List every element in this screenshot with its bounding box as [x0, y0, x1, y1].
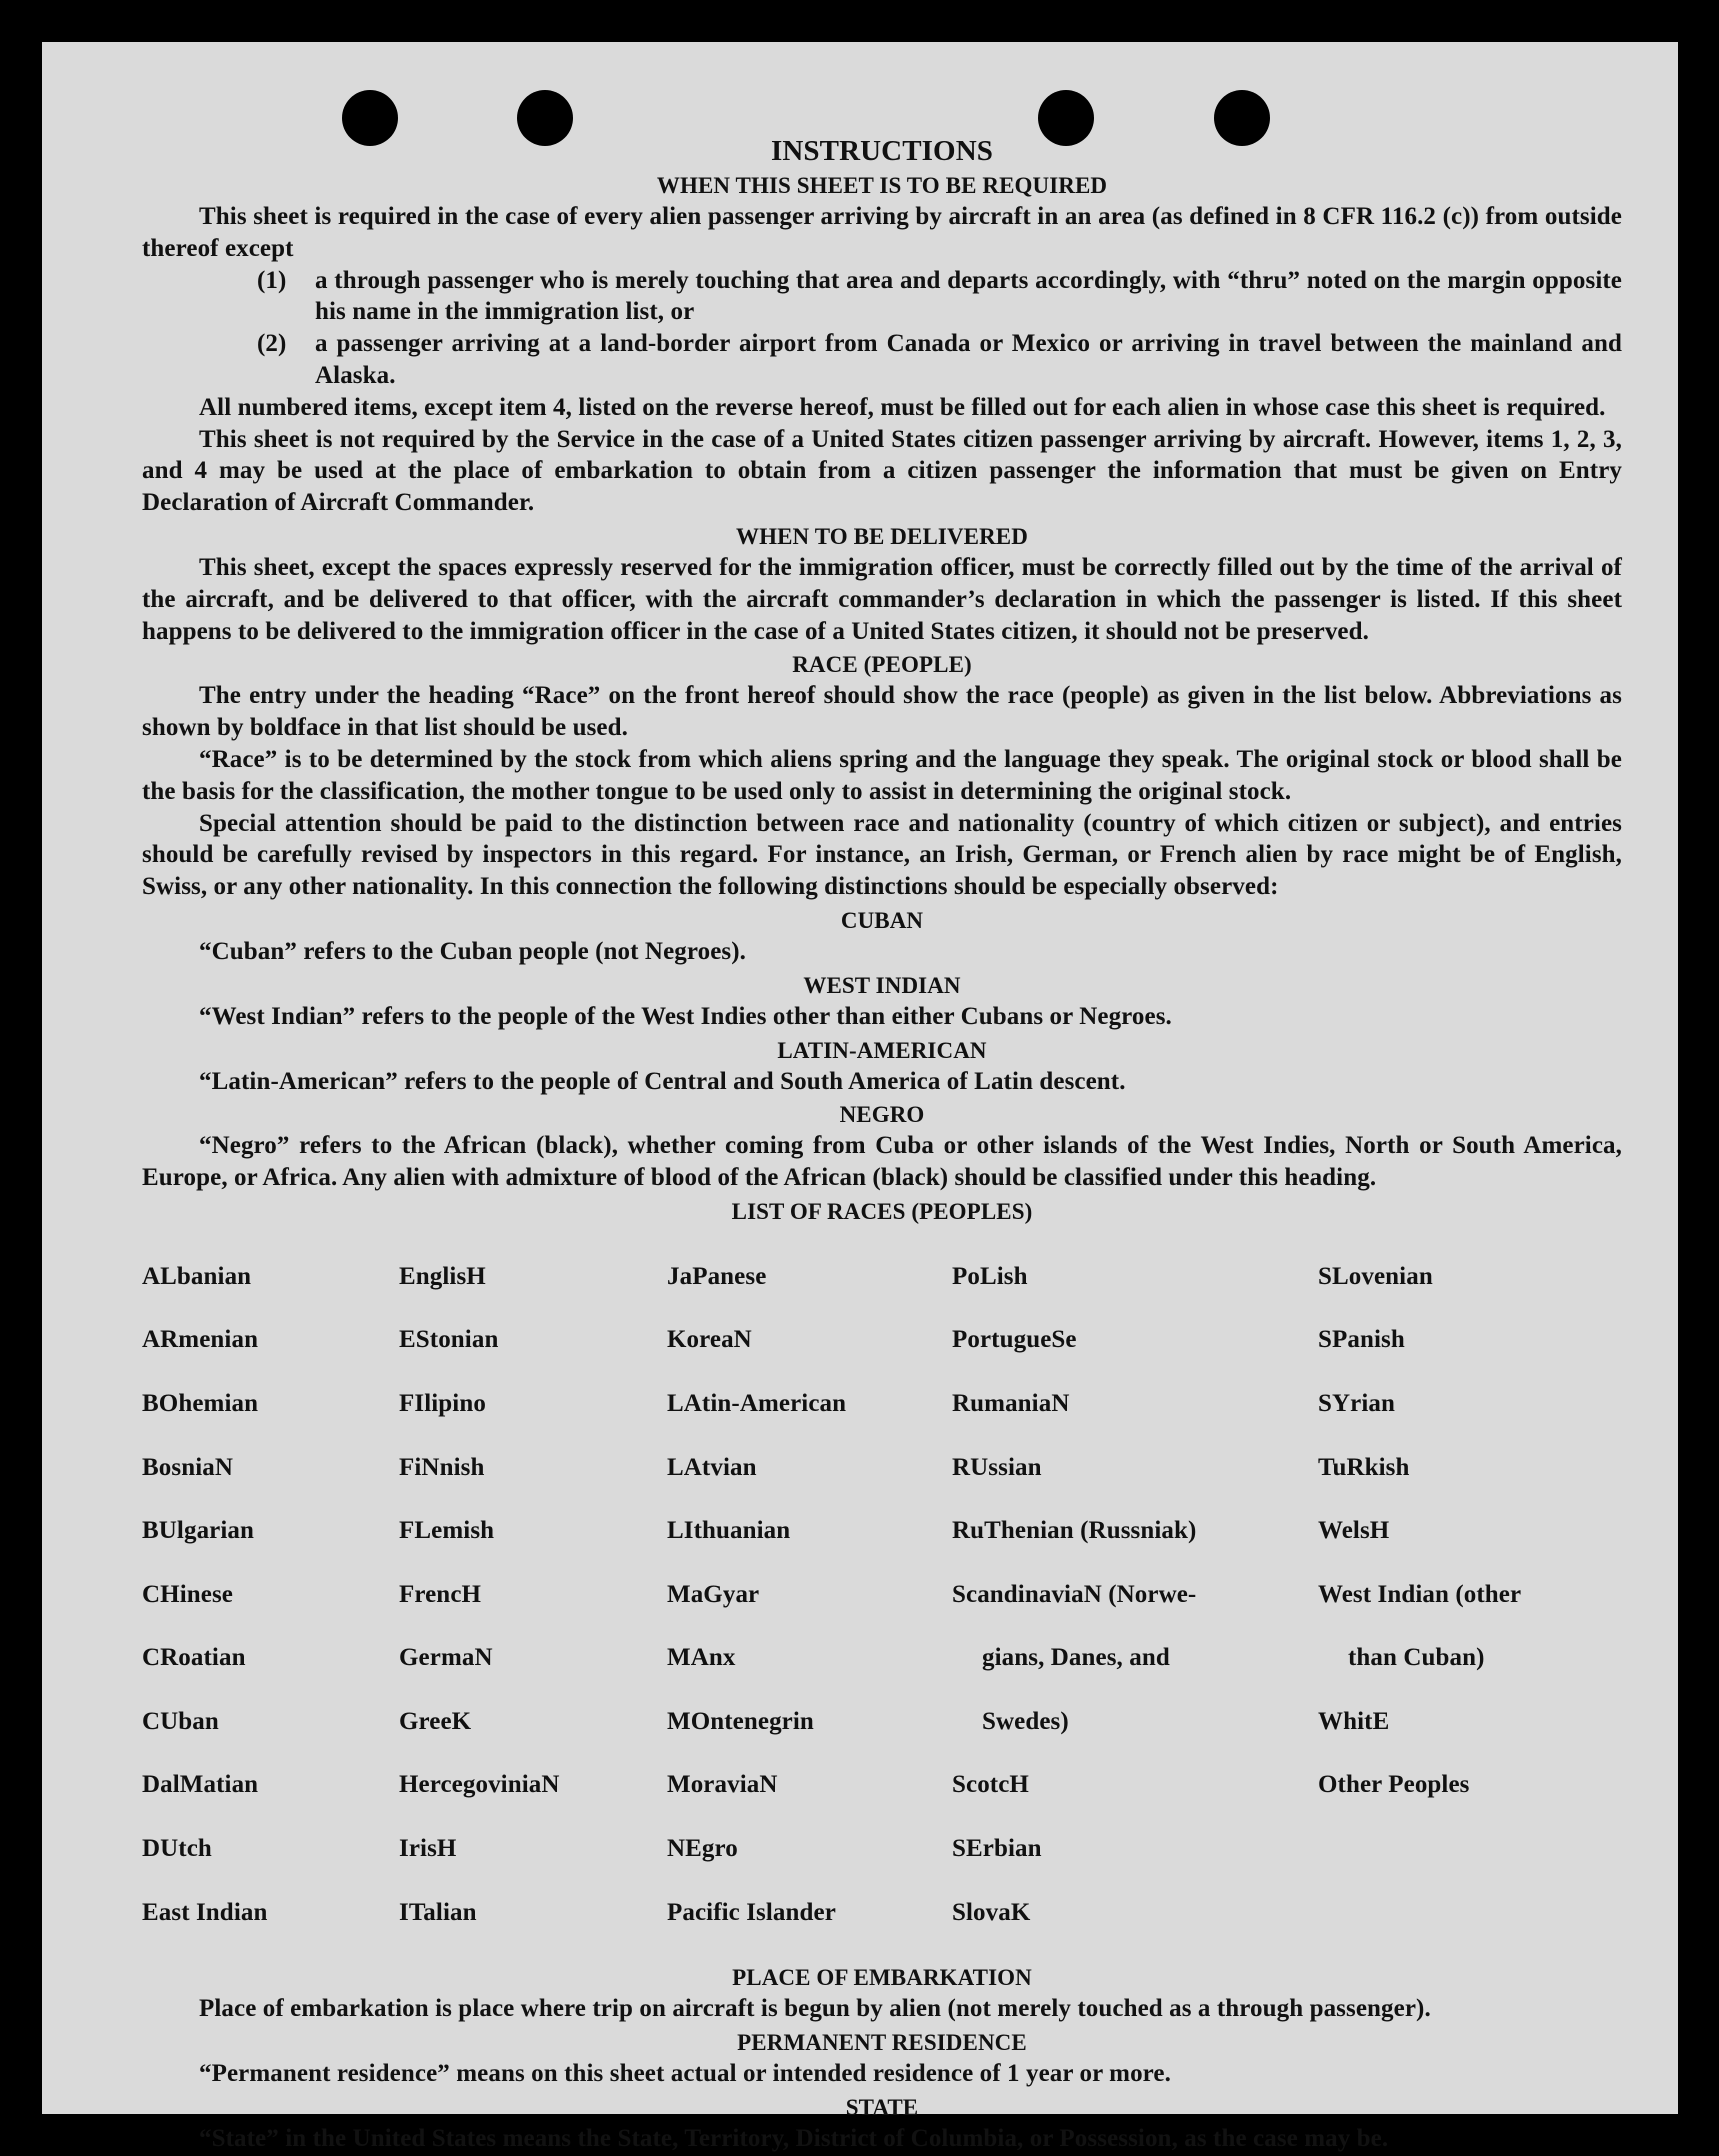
list-item — [142, 265, 1622, 329]
race-entry: BUlgarian — [142, 1517, 255, 1545]
heading-list-of-races: LIST OF RACES (PEOPLES) — [731, 1198, 1033, 1224]
heading-west-indian: WEST INDIAN — [803, 972, 961, 998]
race-entry: PortugueSe — [952, 1326, 1077, 1354]
races-column-3 — [667, 1229, 952, 1960]
race-entry: BosniaN — [142, 1453, 234, 1481]
paragraph: All numbered items, except item 4, listed on the reverse hereof, must be filled out for each alien in whose case this sheet is required. — [199, 393, 1606, 421]
race-entry: SPanish — [1318, 1326, 1405, 1354]
race-entry: East Indian — [142, 1898, 268, 1926]
heading-required: WHEN THIS SHEET IS TO BE REQUIRED — [656, 173, 1108, 198]
heading-embarkation: PLACE OF EMBARKATION — [732, 1965, 1032, 1991]
paragraph: “Negro” refers to the African (black), whether coming from Cuba or other islands of the West Indies, North or South America, Europe, or Africa. Any alien with admixture of blood of the African (black) should be classified under this heading. — [142, 1132, 1622, 1192]
race-entry: West Indian (other — [1318, 1580, 1522, 1608]
paragraph: This sheet is required in the case of every alien passenger arriving by aircraft in an area (as defined in 8 CFR 116.2 (c)) from outside thereof except — [142, 203, 1622, 262]
race-entry: SYrian — [1318, 1389, 1396, 1417]
item-text: a through passenger who is merely touching that area and departs accordingly, with “thru” noted on the margin opposite his name in the immigration list, or — [315, 266, 1622, 326]
race-entry: ITalian — [399, 1898, 477, 1926]
race-entry: DUtch — [142, 1835, 212, 1863]
document-sheet — [42, 42, 1678, 2152]
race-entry: SlovaK — [952, 1898, 1031, 1926]
race-entry: EStonian — [399, 1326, 499, 1354]
races-column-1 — [142, 1229, 399, 1960]
races-column-4 — [952, 1229, 1318, 1960]
race-entry: MaGyar — [667, 1580, 760, 1608]
heading-state: STATE — [845, 2094, 919, 2120]
race-entry: LIthuanian — [667, 1517, 791, 1545]
race-entry: ARmenian — [142, 1326, 259, 1354]
race-entry: CUban — [142, 1707, 219, 1735]
race-entry: CHinese — [142, 1580, 233, 1608]
race-entry: Other Peoples — [1318, 1771, 1470, 1799]
race-entry: BOhemian — [142, 1389, 259, 1417]
race-entry: GermaN — [399, 1644, 493, 1672]
heading-race: RACE (PEOPLE) — [792, 652, 972, 678]
race-entry: NEgro — [667, 1835, 738, 1863]
race-entry: WhitE — [1318, 1707, 1390, 1735]
race-entry: FrencH — [399, 1580, 482, 1608]
race-entry: MoraviaN — [667, 1771, 778, 1799]
paragraph: “Permanent residence” means on this sheet actual or intended residence of 1 year or more. — [199, 2060, 1171, 2088]
item-text: a passenger arriving at a land-border airport from Canada or Mexico or arriving in travel between the mainland and Alaska. — [315, 330, 1622, 389]
race-entry: WelsH — [1318, 1517, 1390, 1545]
race-entry: Swedes) — [982, 1707, 1069, 1735]
race-entry: TuRkish — [1318, 1453, 1410, 1481]
paragraph: The entry under the heading “Race” on the front hereof should show the race (people) as given in the list below. Abbreviations as shown by boldface in that list should be used. — [142, 682, 1622, 742]
race-entry: LAtin-American — [667, 1389, 847, 1417]
paragraph: This sheet, except the spaces expressly reserved for the immigration officer, must be correctly filled out by the time of the arrival of the aircraft, and be delivered to that officer, with the aircraft commander’s declaration in which the passenger is listed. If this sheet happens to be delivered to the immigration officer in the case of a United States citizen, it should not be preserved. — [142, 553, 1622, 645]
race-entry: ALbanian — [142, 1262, 252, 1290]
race-entry: GreeK — [399, 1707, 472, 1735]
race-entry: FIlipino — [399, 1389, 486, 1417]
paragraph: Place of embarkation is place where trip on aircraft is begun by alien (not merely touched as a through passenger). — [199, 1995, 1431, 2023]
race-entry: SLovenian — [1318, 1262, 1433, 1290]
paragraph: “Cuban” refers to the Cuban people (not Negroes). — [199, 937, 747, 965]
race-entry: PoLish — [952, 1262, 1028, 1290]
race-entry: LAtvian — [667, 1453, 757, 1481]
paragraph: “Race” is to be determined by the stock from which aliens spring and the language they speak. The original stock or blood shall be the basis for the classification, the mother tongue to be used only to assist in determining the original stock. — [142, 745, 1622, 805]
race-entry: IrisH — [399, 1835, 457, 1863]
races-list — [142, 1229, 1622, 1960]
race-entry: gians, Danes, and — [982, 1644, 1170, 1672]
race-entry: than Cuban) — [1348, 1644, 1485, 1672]
heading-latin-american: LATIN-AMERICAN — [777, 1037, 987, 1063]
race-entry: SErbian — [952, 1835, 1042, 1863]
list-item — [142, 328, 1622, 392]
page-title: INSTRUCTIONS — [771, 135, 993, 167]
race-entry: EnglisH — [399, 1262, 486, 1290]
race-entry: JaPanese — [667, 1262, 767, 1290]
race-entry: DalMatian — [142, 1771, 259, 1799]
races-column-5 — [1318, 1229, 1618, 1960]
race-entry: Pacific Islander — [667, 1898, 836, 1926]
item-number: (1) — [257, 266, 287, 294]
race-entry: MAnx — [667, 1644, 736, 1672]
race-entry: ScandinaviaN (Norwe- — [952, 1580, 1197, 1608]
race-entry: ScotcH — [952, 1771, 1029, 1799]
instructions-content — [142, 134, 1622, 2155]
paragraph: “State” in the United States means the State, Territory, District of Columbia, or Possession, as the case may be. — [199, 2124, 1389, 2152]
race-entry: FLemish — [399, 1517, 495, 1545]
race-entry: RumaniaN — [952, 1389, 1070, 1417]
race-entry: MOntenegrin — [667, 1707, 814, 1735]
heading-residence: PERMANENT RESIDENCE — [737, 2030, 1027, 2056]
races-column-2 — [399, 1229, 667, 1960]
item-number: (2) — [257, 330, 287, 358]
heading-cuban: CUBAN — [840, 907, 924, 933]
paragraph: Special attention should be paid to the distinction between race and nationality (country of which citizen or subject), and entries should be carefully revised by inspectors in this regard. For instance, an Irish, German, or French alien by race might be of English, Swiss, or any other nationality. In this connection the following distinctions should be especially observed: — [142, 809, 1622, 901]
race-entry: FiNnish — [399, 1453, 485, 1481]
paragraph: This sheet is not required by the Service in the case of a United States citizen passenger arriving by aircraft. However, items 1, 2, 3, and 4 may be used at the place of embarkation to obtain from a citizen passenger the information that must be given on Entry Declaration of Aircraft Commander. — [142, 425, 1622, 517]
race-entry: HercegoviniaN — [399, 1771, 560, 1799]
heading-negro: NEGRO — [839, 1102, 925, 1128]
race-entry: KoreaN — [667, 1326, 752, 1354]
race-entry: RUssian — [952, 1453, 1042, 1481]
race-entry: CRoatian — [142, 1644, 246, 1672]
heading-delivered: WHEN TO BE DELIVERED — [736, 523, 1028, 549]
paragraph: “West Indian” refers to the people of the West Indies other than either Cubans or Negroes. — [199, 1002, 1172, 1030]
race-entry: RuThenian (Russniak) — [952, 1517, 1197, 1545]
paragraph: “Latin-American” refers to the people of Central and South America of Latin descent. — [199, 1067, 1126, 1095]
